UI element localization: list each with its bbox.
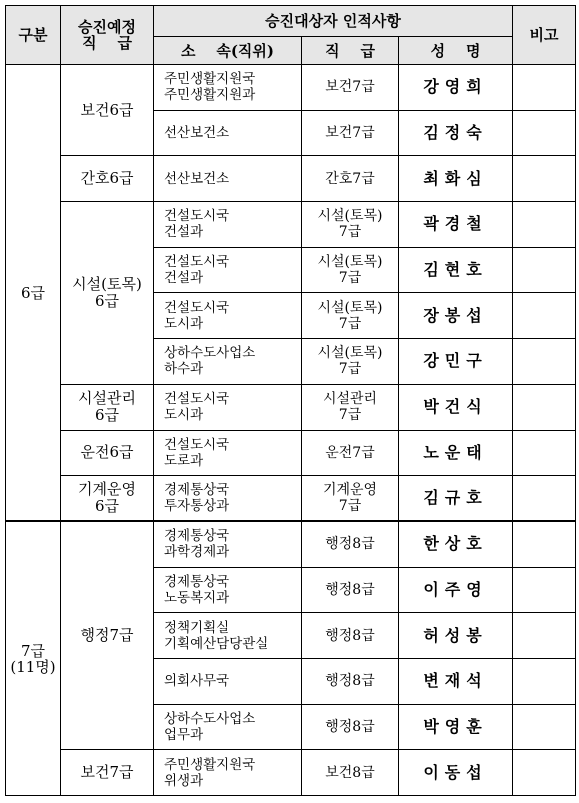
grade-line: 보건8급 [325, 764, 375, 781]
name-cell: 이동섭 [399, 750, 513, 796]
grade-cell [302, 384, 399, 430]
name-cell: 강영희 [399, 65, 513, 111]
promo-grade-line: 간호6급 [80, 169, 134, 188]
grade-line: 시설(토목) [317, 254, 383, 271]
grade-cell [302, 567, 399, 613]
category-cell [6, 521, 61, 795]
name-cell: 최화심 [399, 156, 513, 202]
table-row [6, 750, 576, 796]
name-cell: 장봉섭 [399, 293, 513, 339]
dept-cell [154, 202, 302, 248]
grade-cell [302, 704, 399, 750]
dept-line: 선산보건소 [164, 125, 230, 142]
note-cell [513, 247, 576, 293]
dept-cell [154, 293, 302, 339]
note-cell [513, 613, 576, 659]
grade-line: 시설(토목) [317, 345, 383, 362]
note-cell [513, 202, 576, 248]
category-cell [6, 65, 61, 522]
promo-grade-line: 기계운영 [78, 480, 136, 499]
name-cell: 변재석 [399, 658, 513, 704]
dept-line: 도시과 [164, 407, 204, 424]
grade-line: 시설관리 [322, 391, 378, 408]
dept-cell [154, 384, 302, 430]
promo-grade-cell [61, 156, 154, 202]
promo-grade-line: 운전6급 [80, 443, 134, 462]
dept-line: 건설과 [164, 270, 204, 287]
promo-grade-cell [61, 430, 154, 476]
grade-cell [302, 293, 399, 339]
dept-line: 의회사무국 [164, 673, 230, 690]
promotion-candidates-table [5, 5, 576, 796]
dept-line: 주민생활지원국 [164, 71, 256, 88]
grade-cell [302, 156, 399, 202]
name-cell: 김규호 [399, 476, 513, 522]
table-body [6, 65, 576, 796]
grade-cell [302, 339, 399, 385]
table-row [6, 521, 576, 567]
name-cell: 노운태 [399, 430, 513, 476]
name-cell: 김정숙 [399, 110, 513, 156]
dept-line: 도시과 [164, 315, 204, 332]
promo-grade-cell [61, 65, 154, 156]
grade-line: 시설(토목) [317, 208, 383, 225]
name-cell: 박건식 [399, 384, 513, 430]
grade-line: 7급 [338, 498, 362, 515]
name-cell: 이주영 [399, 567, 513, 613]
grade-cell [302, 110, 399, 156]
header-note: 비고 [513, 6, 576, 65]
dept-line: 주민생활지원국 [164, 756, 256, 773]
promo-grade-cell [61, 750, 154, 796]
dept-line: 과학경제과 [164, 544, 230, 561]
dept-cell [154, 750, 302, 796]
promo-grade-line: 6급 [94, 291, 120, 310]
promo-grade-line: 시설(토목) [72, 274, 142, 293]
promo-grade-line: 행정7급 [80, 626, 134, 645]
note-cell [513, 156, 576, 202]
header-promo-grade-line2: 직 급 [82, 34, 132, 52]
header-candidate-info: 승진대상자 인적사항 [154, 6, 513, 37]
note-cell [513, 704, 576, 750]
note-cell [513, 750, 576, 796]
dept-line: 위생과 [164, 772, 204, 789]
dept-cell [154, 567, 302, 613]
grade-line: 7급 [338, 407, 362, 424]
dept-line: 상하수도사업소 [164, 710, 256, 727]
dept-line: 정책기획실 [164, 619, 230, 636]
grade-cell [302, 247, 399, 293]
table-row [6, 156, 576, 202]
dept-line: 주민생활지원과 [164, 87, 256, 104]
grade-cell [302, 521, 399, 567]
grade-cell [302, 613, 399, 659]
dept-line: 하수과 [164, 361, 204, 378]
dept-cell [154, 704, 302, 750]
grade-line: 시설(토목) [317, 299, 383, 316]
grade-line: 간호7급 [325, 170, 375, 187]
dept-line: 경제통상국 [164, 573, 230, 590]
dept-cell [154, 110, 302, 156]
promo-grade-cell [61, 521, 154, 749]
promo-grade-line: 보건6급 [80, 100, 134, 119]
name-cell: 한상호 [399, 521, 513, 567]
note-cell [513, 293, 576, 339]
grade-line: 7급 [338, 315, 362, 332]
promo-grade-cell [61, 476, 154, 522]
promo-grade-cell [61, 202, 154, 385]
grade-line: 행정8급 [325, 627, 375, 644]
grade-cell [302, 658, 399, 704]
header-category: 구분 [6, 6, 61, 65]
grade-line: 보건7급 [325, 125, 375, 142]
dept-line: 선산보건소 [164, 170, 230, 187]
name-cell: 박영훈 [399, 704, 513, 750]
note-cell [513, 521, 576, 567]
name-cell: 강민구 [399, 339, 513, 385]
grade-cell [302, 430, 399, 476]
name-cell: 김현호 [399, 247, 513, 293]
dept-line: 도로과 [164, 452, 204, 469]
grade-line: 7급 [338, 224, 362, 241]
grade-line: 행정8급 [325, 718, 375, 735]
note-cell [513, 339, 576, 385]
dept-line: 건설도시국 [164, 208, 230, 225]
dept-line: 경제통상국 [164, 528, 230, 545]
grade-cell [302, 476, 399, 522]
category-line: (11명) [10, 657, 56, 676]
dept-line: 기획예산담당관실 [164, 635, 269, 652]
name-cell: 허성봉 [399, 613, 513, 659]
dept-cell [154, 247, 302, 293]
table-row [6, 65, 576, 111]
header-grade: 직 급 [302, 37, 399, 65]
grade-cell [302, 65, 399, 111]
grade-line: 7급 [338, 270, 362, 287]
note-cell [513, 567, 576, 613]
dept-cell [154, 476, 302, 522]
table-row [6, 202, 576, 248]
grade-line: 운전7급 [325, 444, 375, 461]
note-cell [513, 384, 576, 430]
header-promo-grade [61, 6, 154, 65]
dept-line: 업무과 [164, 726, 204, 743]
header-promo-grade-line1: 승진예정 [78, 18, 136, 36]
dept-line: 건설도시국 [164, 391, 230, 408]
grade-line: 행정8급 [325, 581, 375, 598]
grade-line: 7급 [338, 361, 362, 378]
grade-line: 기계운영 [322, 482, 378, 499]
promo-grade-line: 보건7급 [80, 763, 134, 782]
grade-line: 행정8급 [325, 673, 375, 690]
grade-cell [302, 750, 399, 796]
grade-cell [302, 202, 399, 248]
note-cell [513, 476, 576, 522]
dept-line: 노동복지과 [164, 589, 230, 606]
dept-line: 투자통상과 [164, 498, 230, 515]
promo-grade-line: 6급 [94, 406, 120, 425]
dept-cell [154, 613, 302, 659]
grade-line: 행정8급 [325, 536, 375, 553]
promo-grade-line: 6급 [94, 497, 120, 516]
dept-cell [154, 156, 302, 202]
table-row [6, 476, 576, 522]
note-cell [513, 110, 576, 156]
table-row [6, 430, 576, 476]
promo-grade-line: 시설관리 [78, 389, 136, 408]
table-row [6, 384, 576, 430]
name-cell: 곽경철 [399, 202, 513, 248]
note-cell [513, 65, 576, 111]
dept-cell [154, 65, 302, 111]
category-line: 6급 [20, 283, 46, 302]
dept-line: 건설도시국 [164, 299, 230, 316]
note-cell [513, 658, 576, 704]
dept-cell [154, 430, 302, 476]
dept-cell [154, 658, 302, 704]
dept-cell [154, 339, 302, 385]
dept-line: 경제통상국 [164, 482, 230, 499]
dept-line: 건설도시국 [164, 436, 230, 453]
category-line: 7급 [20, 641, 46, 660]
note-cell [513, 430, 576, 476]
dept-line: 건설과 [164, 224, 204, 241]
header-dept: 소 속(직위) [154, 37, 302, 65]
dept-line: 상하수도사업소 [164, 345, 256, 362]
dept-line: 건설도시국 [164, 254, 230, 271]
promo-grade-cell [61, 384, 154, 430]
header-name: 성 명 [399, 37, 513, 65]
grade-line: 보건7급 [325, 79, 375, 96]
dept-cell [154, 521, 302, 567]
